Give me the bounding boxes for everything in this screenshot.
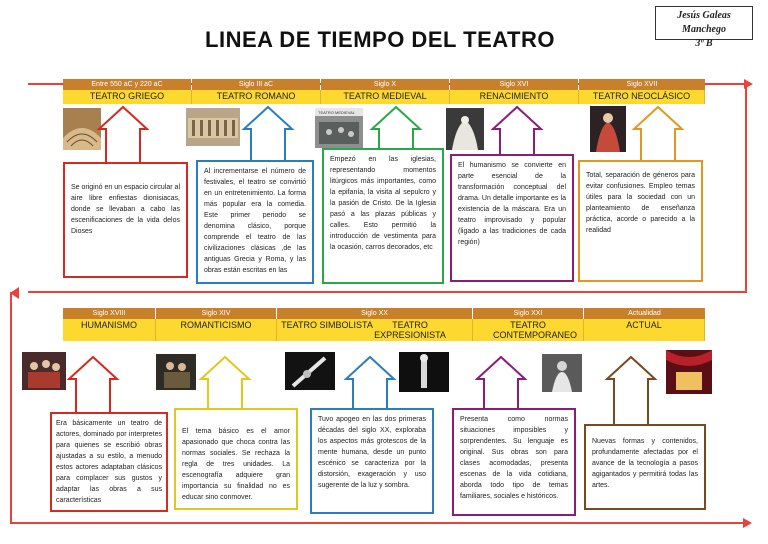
era-description-10: Nuevas formas y contenidos, profundamente afectadas por el avance de la tecnología a pasos agigantados y permitirá todas las artes. [584,424,706,510]
neoclassical-image [590,106,626,152]
svg-text:TEATRO MEDIEVAL: TEATRO MEDIEVAL [318,110,355,115]
contemporary-image [542,354,582,392]
era-description-1: Se originó en un espacio circular al aire libre enfiestas dionisiacas, donde se llevaban a cabo las escenificaciones de la vida delos Dioses [63,162,188,278]
era-label-8 [277,319,473,341]
era-description-2: Al incrementarse el número de festivales, el teatro se convirtió en un entretenimiento. La forma más popular era la comedia. Este primer periodo se denomina clásico, porque comprende el teatro de las civilizaciones clásicas ,de las antiguas Grecia y Roma, y las obras están escritas en las [196,160,314,284]
humanism-image [22,352,66,390]
arrow-outline-icon-8 [345,355,395,409]
era-description-9: Presenta como normas situaciones imposibles y sorprendentes. Su lenguaje es original. Sus obras son para clases acomodadas, presenta escenas de la vida cotidiana, aborda todo tipo de temas familiares, sociales e históricos. [452,408,576,516]
period-header-4: Siglo XVI [450,79,578,90]
period-header-3: Siglo X [321,79,449,90]
era-label-4: RENACIMIENTO [450,90,579,104]
author-class: 3º B [695,38,713,49]
arrow-outline-icon-7 [200,355,250,411]
period-header-8: Siglo XX [277,308,472,319]
page-title: LINEA DE TIEMPO DEL TEATRO [205,27,555,52]
arrow-outline-icon-6 [68,355,118,415]
era-label-9 [473,319,584,341]
arrow-outline-icon-4 [492,105,542,155]
timeline-arrow-bottom-icon [743,518,752,528]
arrow-outline-icon-2 [243,105,293,163]
era-label-10-text: ACTUAL [626,320,662,330]
arrow-outline-icon-9 [476,355,526,409]
roman-theater-image [186,108,240,146]
era-label-2: TEATRO ROMANO [192,90,321,104]
era-description-4: El humanismo se convierte en parte esencial de la transformación conceptual del drama. Un detalle importante es la existencia de la máscara. Era un teatro improvisado y popular (ligado a las tradiciones de cada región) [450,154,574,282]
period-header-6: Siglo XVIII [63,308,155,319]
era-label-7-text: ROMANTICISMO [180,320,252,330]
period-header-9: Siglo XXI [473,308,583,319]
romanticism-image [156,354,196,390]
era-label-8-text: TEATRO SIMBOLISTA [281,320,373,330]
period-header-1: Entre 550 aC y 220 aC [63,79,191,90]
period-header-7: Siglo XIV [156,308,276,319]
author-name: Jesús Galeas Manchego [677,10,731,35]
era-description-8: Tuvo apogeo en las dos primeras décadas del siglo XX, exploraba los aspectos más grotescos de la mente humana, desde un punto escénico se caracteriza por la distorsión, exageración y uso sugerente de la luz y sombra. [310,408,434,514]
arrow-outline-icon-3 [371,105,421,150]
timeline-line-bottom [10,522,744,524]
era-label-6-text: HUMANISMO [81,320,137,330]
era-label-5: TEATRO NEOCLÁSICO [579,90,705,104]
arrow-outline-icon-5 [633,105,683,160]
era-label-3: TEATRO MEDIEVAL [321,90,450,104]
period-header-2: Siglo III aC [192,79,320,90]
era-description-6: Era básicamente un teatro de actores, dominado por interpretes para quienes se escribió obras ajustadas a su estilo, a menudo estos actores adaptaban clásicos para complacer sus gustos y adaptar las obras a sus características [50,412,168,512]
era-description-3: Empezó en las iglesias, representando momentos litúrgicos más importantes, como la epifanía, la visita al sepulcro y la pasión de Cristo. De la Iglesia pasó a las plazas públicas y calles. Esto permitió la introducción de vestimenta para la ocasión, carros decorados, etc [322,148,444,284]
medieval-theater-image [315,108,363,148]
symbolist-image [285,352,335,390]
era-label-6 [63,319,156,341]
era-label-1: TEATRO GRIEGO [63,90,192,104]
era-description-5: Total, separación de géneros para evitar confusiones. Empleo temas útiles para la sociedad con un planteamiento de enseñanza práctica, acorde o parecido a la realidad [578,160,703,282]
era-description-7: El tema básico es el amor apasionado que choca contra las normas sociales. Se rechaza la regla de tres unidades. La escenografía adquiere gran importancia su finalidad no es educar sino conmover. [174,408,298,510]
timeline-connector-left [10,292,12,524]
period-header-10: Actualidad [584,308,705,319]
author-box [655,6,753,49]
period-header-5: Siglo XVII [579,79,705,90]
era-label-7 [156,319,277,341]
renaissance-image [446,108,484,150]
greek-theater-image [63,108,101,150]
era-label-8b-text: TEATRO EXPRESIONISTA [374,320,446,340]
current-theater-image [666,350,712,394]
era-label-9-text: TEATRO CONTEMPORANEO [493,320,578,340]
arrow-outline-icon-10 [606,355,656,425]
expressionist-image [399,352,449,392]
arrow-outline-icon-1 [98,105,148,163]
era-label-10 [584,319,705,341]
timeline-connector-right [745,84,747,292]
timeline-line-middle [28,291,747,293]
